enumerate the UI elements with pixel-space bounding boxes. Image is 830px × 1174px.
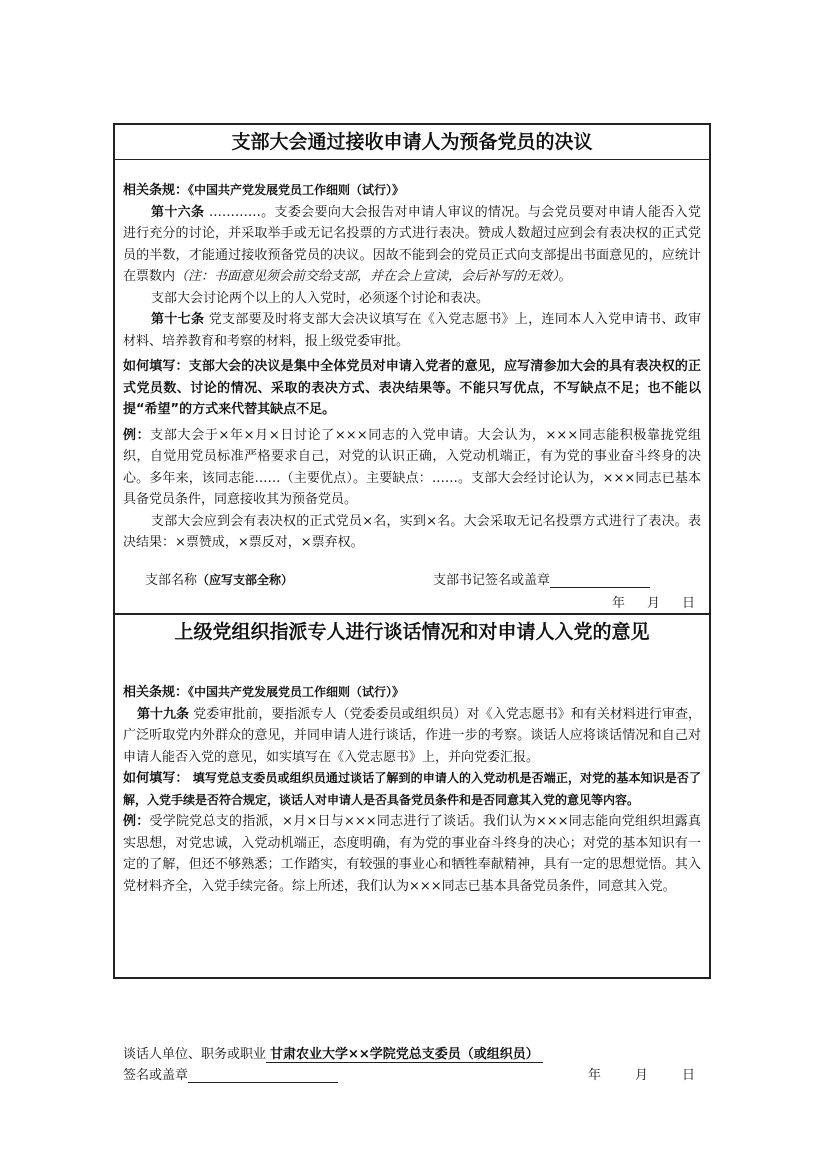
section1-ex-text: 支部大会于×年×月×日讨论了×××同志的入党申请。大会认为，×××同志能积极靠拢党组织，自觉用党员标准严格要求自己，对党的认识正确，入党动机端正，有为党的事业奋斗终身的决心。多年来，该同志能……（主要优点）。主要缺点：……。支部大会经讨论认为，×××同志已基本具备党员条件，同意接收其为预备党员。 <box>123 427 701 507</box>
section2-how-label: 如何填写： <box>123 771 189 786</box>
section1-body <box>123 180 701 554</box>
section2-how-to-fill <box>123 768 701 811</box>
section2-title: 上级党组织指派专人进行谈话情况和对申请人入党的意见 <box>174 621 650 643</box>
article-17-head: 第十七条 <box>151 312 205 327</box>
section1-ex-label: 例： <box>123 427 151 443</box>
branch-name-note: （应写支部全称） <box>197 573 294 587</box>
article-16-end: 。 <box>558 269 572 284</box>
article-19-text: 党委审批前，要指派专人（党委委员或组织员）对《入党志愿书》和有关材料进行审查，广泛听取党内外群众的意见，并同申请人进行谈话，作进一步的考察。谈话人应将谈话情况和自己对申请人能否入党的意见，如实填写在《入党志愿书》上，并向党委汇报。 <box>123 706 701 765</box>
section2-rel-source: 《中国共产党发展党员工作细则（试行）》 <box>188 685 405 699</box>
section2-body <box>123 682 701 897</box>
section2-regulation <box>123 682 701 704</box>
section2-year: 年 <box>587 1068 601 1083</box>
article-16-head: 第十六条 <box>151 204 205 220</box>
section1-title: 支部大会通过接收申请人为预备党员的决议 <box>115 125 709 160</box>
section1-regulation <box>123 180 701 202</box>
article-16 <box>123 202 701 288</box>
section1-how-to-fill <box>123 356 701 421</box>
branch-name-label: 支部名称 <box>145 573 198 588</box>
talker-sign-line[interactable] <box>188 1068 338 1083</box>
section1-example <box>123 425 701 511</box>
section1-day: 日 <box>681 596 695 611</box>
section2-ex-label: 例： <box>123 814 150 829</box>
party-talk-section <box>115 613 709 1083</box>
section1-month: 月 <box>646 596 660 611</box>
article-16-text: …………。支委会要向大会报告对申请人审议的情况。与会党员要对申请人能否入党进行充分的讨论，并采取举手或无记名投票的方式进行表决。赞成人数超过应到会有表决权的正式党员的半数，才能通过接收预备党员的决议。因故不能到会的党员正式向支部提出书面意见的，应统计在票数内 <box>123 204 701 284</box>
resolution-form <box>113 123 711 1083</box>
branch-name-field <box>145 569 293 588</box>
talker-unit-value[interactable]: 甘肃农业大学××学院党总支委员（或组织员） <box>266 1047 543 1063</box>
section1-date <box>590 592 695 611</box>
talker-sign-label: 签名或盖章 <box>123 1068 189 1083</box>
article-17-text: 党支部要及时将支部大会决议填写在《入党志愿书》上，连同本人入党申请书、政审材料、培养教育和考察的材料，报上级党委审批。 <box>123 312 701 349</box>
article-19 <box>123 704 701 769</box>
branch-resolution-section <box>115 125 709 615</box>
talker-unit-field <box>123 1043 543 1062</box>
section2-example <box>123 811 701 897</box>
talker-unit-label: 谈话人单位、职务或职业 <box>123 1047 267 1062</box>
section1-how-label: 如何填写： <box>123 359 189 374</box>
section2-ex-text: 受学院党总支的指派，×月×日与×××同志进行了谈话。我们认为×××同志能向党组织坦露真实思想，对党忠诚，入党动机端正，态度明确，有为党的事业奋斗终身的决心；对党的基本知识有一定的了解，但还不够熟悉；工作踏实，有较强的事业心和牺牲奉献精神，具有一定的思想觉悟。其入党材料齐全，入党手续完备。综上所述，我们认为×××同志已基本具备党员条件，同意其入党。 <box>123 814 701 894</box>
section1-rel-label: 相关条规： <box>123 183 189 198</box>
section1-rel-source: 《中国共产党发展党员工作细则（试行）》 <box>188 183 405 197</box>
section2-day: 日 <box>681 1068 695 1083</box>
article-16-note: （注：书面意见须会前交给支部，并在会上宣读，会后补写的无效） <box>175 269 559 284</box>
secretary-sign-field <box>433 569 650 588</box>
section1-how-text: 支部大会的决议是集中全体党员对申请入党者的意见，应写清参加大会的具有表决权的正式党员数、讨论的情况、采取的表决方式、表决结果等。不能只写优点，不写缺点不足；也不能以提“希望”的方式来代替其缺点不足。 <box>123 359 701 417</box>
article-19-head: 第十九条 <box>137 706 190 722</box>
article-16-para2: 支部大会讨论两个以上的人入党时，必须逐个讨论和表决。 <box>151 290 490 306</box>
section2-how-text: 填写党总支委员或组织员通过谈话了解到的申请人的入党动机是否端正，对党的基本知识是否了解，入党手续是否符合规定，谈话人对申请人是否具备党员条件和是否同意其入党的意见等内容。 <box>123 771 701 807</box>
section1-example-para2: 支部大会应到会有表决权的正式党员×名，实到×名。大会采取无记名投票方式进行了表决。表决结果：×票赞成，×票反对，×票弃权。 <box>123 513 701 550</box>
secretary-sign-line[interactable] <box>550 573 650 588</box>
section2-rel-label: 相关条规： <box>123 685 189 700</box>
talker-sign-field <box>123 1064 338 1083</box>
secretary-sign-label: 支部书记签名或盖章 <box>433 573 551 588</box>
section1-year: 年 <box>611 596 625 611</box>
article-17 <box>123 309 701 352</box>
section2-month: 月 <box>634 1068 648 1083</box>
section2-date <box>554 1064 695 1083</box>
